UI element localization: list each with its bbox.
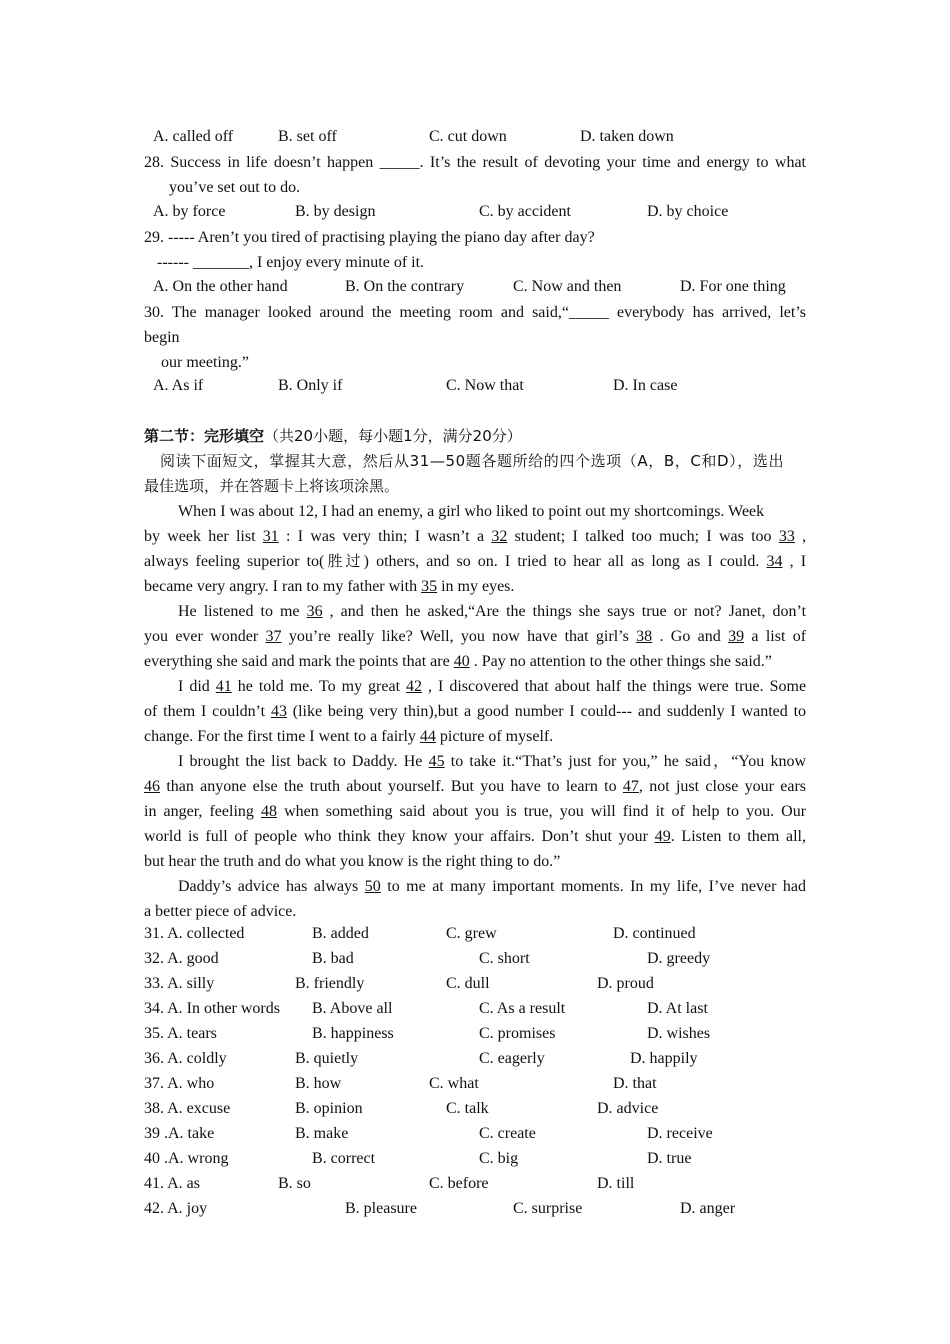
blank-43: 43: [270, 703, 287, 720]
q29-stem: 29. ----- Aren’t you tired of practising playing the piano day after day?: [144, 229, 595, 246]
passage-line: became very angry. I ran to my father with 35 in my eyes.: [144, 578, 515, 595]
passage-line: but hear the truth and do what you know is the right thing to do.”: [144, 853, 561, 870]
blank-39: 39: [728, 628, 745, 645]
blank-35: 35: [421, 578, 438, 595]
option: B. Only if: [278, 377, 343, 394]
blank-32: 32: [491, 528, 508, 545]
blank-49: 49: [654, 828, 671, 845]
option: C. by accident: [479, 203, 571, 220]
blank-41: 41: [215, 678, 232, 695]
option: D. by choice: [647, 203, 729, 220]
passage-line: world is full of people who think they know your affairs. Don’t shut your 49. Listen to them all,: [144, 828, 807, 845]
blank-36: 36: [306, 603, 323, 620]
blank-46: 46: [144, 778, 160, 795]
option: C. cut down: [429, 128, 507, 145]
blank-48: 48: [260, 803, 277, 820]
passage-line: I brought the list back to Daddy. He 45 to take it.“That’s just for you,” he said，“You know: [178, 753, 806, 770]
blank-45: 45: [428, 753, 445, 770]
section-title: 第二节：完形填空: [144, 427, 265, 445]
blank-38: 38: [636, 628, 653, 645]
passage-line: in anger, feeling 48 when something said about you is true, you will find it of help to you. Our: [144, 803, 807, 820]
section-title-note: （共20小题，每小题1分，满分20分）: [264, 427, 522, 445]
blank-33: 33: [778, 528, 795, 545]
section-instructions-cont: 最佳选项，并在答题卡上将该项涂黑。: [144, 477, 400, 495]
option: A. On the other hand: [153, 278, 288, 295]
q30-stem-end: our meeting.”: [161, 354, 249, 371]
section-header: [144, 424, 806, 449]
blank-34: 34: [766, 553, 783, 570]
passage-line: you ever wonder 37 you’re really like? Well, you now have that girl’s 38 . Go and 39 a list of: [144, 628, 807, 645]
option: B. by design: [295, 203, 376, 220]
q30-stem: 30. The manager looked around the meeting room and said,“_____ everybody has arrived, let’s: [144, 304, 806, 321]
option: D. For one thing: [680, 278, 786, 295]
blank-42: 42: [406, 678, 423, 695]
passage-line: When I was about 12, I had an enemy, a girl who liked to point out my shortcomings. Week: [178, 503, 765, 520]
option: B. set off: [278, 128, 337, 145]
passage-line: everything she said and mark the points that are 40 . Pay no attention to the other things she said.”: [144, 653, 772, 670]
blank-44: 44: [419, 728, 436, 745]
passage-line: Daddy’s advice has always 50 to me at many important moments. In my life, I’ve never had: [178, 878, 806, 895]
q29-reply: ------ _______, I enjoy every minute of it.: [157, 254, 425, 271]
option: A. called off: [153, 128, 234, 145]
option: C. Now that: [446, 377, 524, 394]
blank-47: 47: [622, 778, 639, 795]
passage-line: He listened to me 36 , and then he asked,“Are the things she says true or not? Janet, don’t: [178, 603, 807, 620]
q28-stem: 28. Success in life doesn’t happen _____. It’s the result of devoting your time and energy to what: [144, 154, 806, 171]
passage-line: of them I couldn’t 43 (like being very thin),but a good number I could--- and suddenly I wanted to: [144, 703, 807, 720]
passage-line: by week her list 31 : I was very thin; I wasn’t a 32 student; I talked too much; I was too 33 ,: [144, 528, 807, 545]
option: B. On the contrary: [345, 278, 465, 295]
option: C. Now and then: [513, 278, 622, 295]
q30-stem-cont: begin: [144, 329, 180, 346]
passage-line: change. For the first time I went to a fairly 44 picture of myself.: [144, 728, 554, 745]
passage-line: 46 than anyone else the truth about yourself. But you have to learn to 47, not just close your ears: [144, 778, 806, 795]
passage-line: always feeling superior to(胜过) others, and so on. I tried to hear all as long as I could. 34 , I: [144, 552, 807, 570]
blank-40: 40: [453, 653, 470, 670]
exam-page: A. called off B. set off C. cut down D. taken down 28. Success in life doesn’t happen _____. It’s the result of devoting your time and energy to what you’ve set out to do. A. by force B. by design C. by accident D. by choice 29. ----- Aren’t you tired of practising playing the piano day after day? ------ _______, I enjoy every minute of it. A. On the other hand B. On the contrary C. Now and then D. For one thing 30. The manager looked around the meeting room and said,“_____ everybody has arrived, let’s begin our meeting.” A. As if B. Only if C. Now that D. In case 第二节：完形填空（共20小题，每小题1分，满分20分） 阅读下面短文，掌握其大意，然后从31—50题各题所给的四个选项（A，B，C和D），选出 最佳选项，并在答题卡上将该项涂黑。 When I was about 12, I had an enemy, a girl who liked to point out my shortcomings. Week by week her list 31 : I was very thin; I wasn’t a 32 student; I talked too much; I was too 33 , always feeling superior to(胜过) others, and so on. I tried to hear all as long as I could. 34 , I became very angry. I ran to my father with 35 in my eyes. He listened to me 36 , and then he asked,“Are the things she says true or not? Janet, don’t you ever wonder 37 you’re really like? Well, you now have that girl’s 38 . Go and 39 a list of everything she said and mark the points that are 40 . Pay no attention to the other things she said.” I did 41 he told me. To my great 42 , I discovered that about half the things were true. Some of them I couldn’t 43 (like being very thin),but a good number I could--- and suddenly I wanted to change. For the first time I went to a fairly 44 picture of myself. I brought the list back to Daddy. He 45 to take it.“That’s just for you,” he said，“You know 46 than anyone else the truth about yourself. But you have to learn to 47, not just close your ears in anger, feeling 48 when something said about you is true, you will find it of help to you. Our world is full of people who think they know your affairs. Don’t shut your 49. Listen to them all, but hear the truth and do what you know is the right thing to do.” Daddy’s advice has always 50 to me at many important moments. In my life, I’ve never had a better piece of advice. 31. A. collected B. added C. grew D. continued 32. A. good B. bad C. short D. greedy 33. A. silly B. friendly C. dull D. proud 34. A. In other words B. Above all C. As a result D. At last 35. A. tears B. happiness C. promises D. wishes 36. A. coldly B. quietly C. eagerly D. happily 37. A. who B. how C. what D. that 38. A. excuse B. opinion C. talk D. advice 39 .A. take B. make C. create D. receive 40 .A. wrong B. correct C. big D. true 41. A. as B. so C. before D. till 42. A. joy B. pleasure C. surprise D. anger: [0, 0, 950, 1344]
option: A. As if: [153, 377, 204, 394]
option: D. In case: [613, 377, 678, 394]
section-instructions: 阅读下面短文，掌握其大意，然后从31—50题各题所给的四个选项（A，B，C和D），选出: [160, 452, 785, 470]
blank-37: 37: [265, 628, 282, 645]
option: A. by force: [153, 203, 226, 220]
q28-stem-cont: you’ve set out to do.: [169, 179, 301, 196]
passage-line: a better piece of advice.: [144, 903, 297, 920]
blank-50: 50: [364, 878, 381, 895]
blank-31: 31: [262, 528, 279, 545]
passage-line: I did 41 he told me. To my great 42 , I discovered that about half the things were true. Some: [178, 678, 807, 695]
option: D. taken down: [580, 128, 674, 145]
